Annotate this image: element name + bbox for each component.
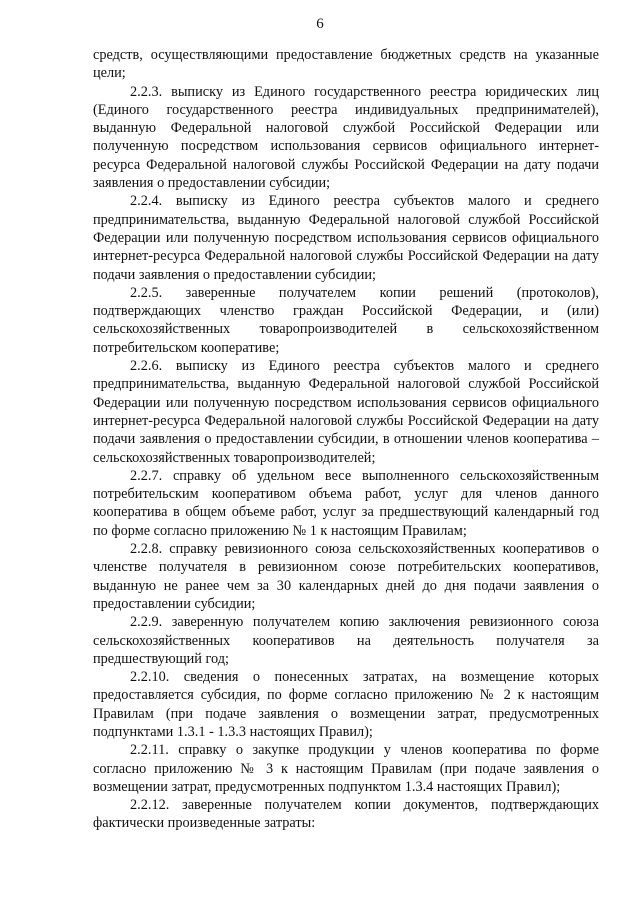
paragraph-2-2-7: 2.2.7. справку об удельном весе выполненного сельскохозяйственным потребительским кооперативом объема работ, услуг для членов данного кооператива в общем объеме работ, услуг за предшествующий календарный год по форме согласно приложению № 1 к настоящим Правилам; — [93, 467, 599, 539]
paragraph-2-2-6: 2.2.6. выписку из Единого реестра субъектов малого и среднего предпринимательства, выданную Федеральной налоговой службой Российской Федерации или полученную посредством использования сервисов официального интернет-ресурса Федеральной налоговой службы Российской Федерации на дату подачи заявления о предоставлении субсидии, в отношении членов кооператива – сельскохозяйственных товаропроизводителей; — [93, 358, 599, 466]
paragraph-2-2-8: 2.2.8. справку ревизионного союза сельскохозяйственных кооперативов о членстве получателя в ревизионном союзе потребительских кооперативов, выданную не ранее чем за 30 календарных дней до дня подачи заявления о предоставлении субсидии; — [93, 541, 599, 612]
page-number: 6 — [316, 16, 324, 32]
paragraph-2-2-9: 2.2.9. заверенную получателем копию заключения ревизионного союза сельскохозяйственных кооперативов на деятельность получателя за предшествующий год; — [93, 614, 599, 667]
paragraph-continuation: средств, осуществляющими предоставление бюджетных средств на указанные цели; — [93, 47, 599, 82]
paragraph-2-2-12: 2.2.12. заверенные получателем копии документов, подтверждающих фактически произведенные затраты: — [93, 797, 599, 832]
document-body — [93, 46, 599, 833]
paragraph-2-2-5: 2.2.5. заверенные получателем копии решений (протоколов), подтверждающих членство граждан Российской Федерации, и (или) сельскохозяйственных товаропроизводителей в сельскохозяйственном потребительском кооперативе; — [93, 284, 599, 356]
paragraph-2-2-10: 2.2.10. сведения о понесенных затратах, на возмещение которых предоставляется субсидия, по форме согласно приложению № 2 к настоящим Правилам (при подаче заявления о возмещении затрат, предусмотренных подпунктами 1.3.1 - 1.3.3 настоящих Правил); — [93, 669, 599, 740]
paragraph-2-2-11: 2.2.11. справку о закупке продукции у членов кооператива по форме согласно приложению № 3 к настоящим Правилам (при подаче заявления о возмещении затрат, предусмотренных подпунктом 1.3.4 настоящих Правил); — [93, 742, 599, 795]
paragraph-2-2-4: 2.2.4. выписку из Единого реестра субъектов малого и среднего предпринимательства, выданную Федеральной налоговой службой Российской Федерации или полученную посредством использования сервисов официального интернет-ресурса Федеральной налоговой службы Российской Федерации на дату подачи заявления о предоставлении субсидии; — [93, 193, 599, 283]
paragraph-2-2-3: 2.2.3. выписку из Единого государственного реестра юридических лиц (Единого государственного реестра индивидуальных предпринимателей), выданную Федеральной налоговой службой Российской Федерации или полученную посредством использования сервисов официального интернет-ресурса Федеральной налоговой службы Российской Федерации на дату подачи заявления о предоставлении субсидии; — [93, 83, 599, 192]
